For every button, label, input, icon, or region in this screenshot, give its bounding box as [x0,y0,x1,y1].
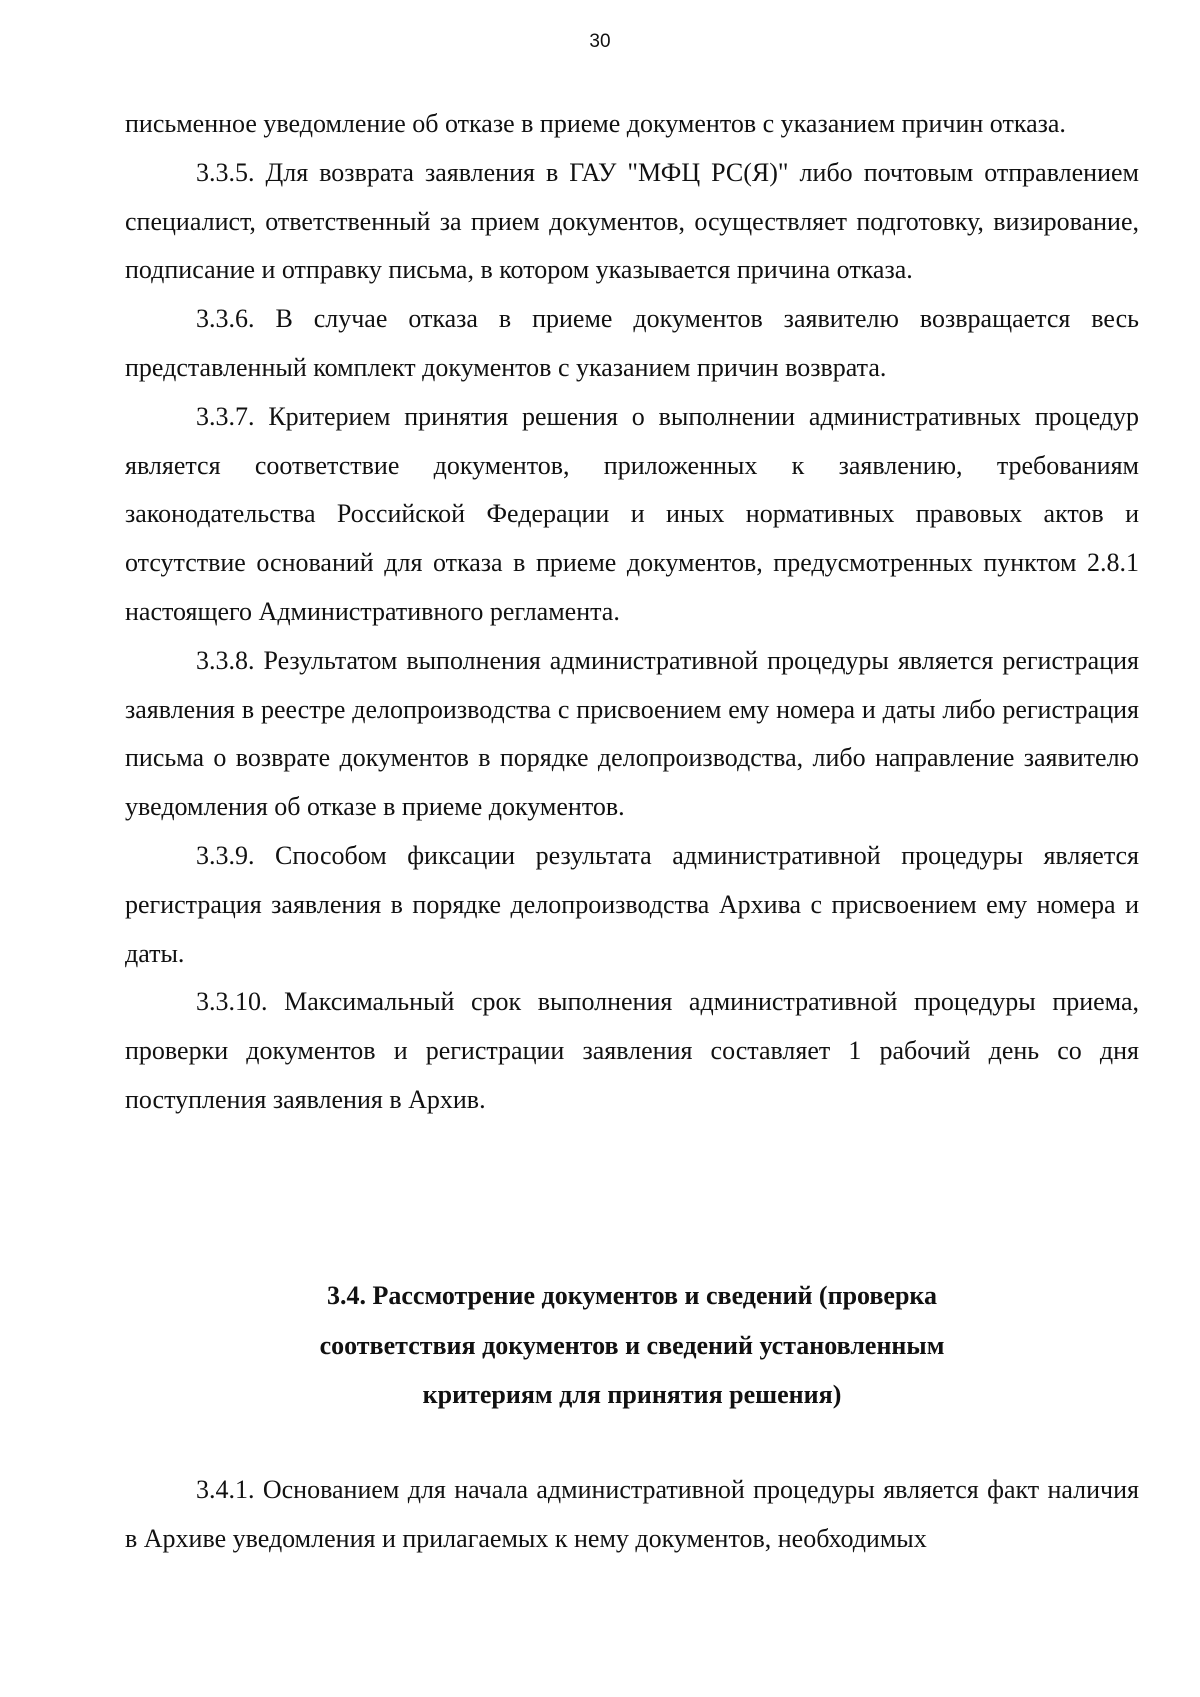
paragraph-3-4-1: 3.4.1. Основанием для начала административной процедуры является факт наличия в Архиве уведомления и прилагаемых к нему документов, необходимых [125,1475,1139,1553]
paragraph-3-3-10: 3.3.10. Максимальный срок выполнения административной процедуры приема, проверки документов и регистрации заявления составляет 1 рабочий день со дня поступления заявления в Архив. [125,987,1139,1114]
body-text-upper [125,100,1139,1125]
page-number: 30 [589,31,611,52]
section-heading-line: соответствия документов и сведений установленным [319,1330,945,1360]
paragraph-3-3-5: 3.3.5. Для возврата заявления в ГАУ "МФЦ РС(Я)" либо почтовым отправлением специалист, ответственный за прием документов, осуществляет подготовку, визирование, подписание и отправку письма, в котором указывается причина отказа. [125,157,1139,285]
paragraph-3-3-9: 3.3.9. Способом фиксации результата административной процедуры является регистрация заявления в порядке делопроизводства Архива с присвоением ему номера и даты. [125,840,1139,968]
paragraph-3-3-8: 3.3.8. Результатом выполнения административной процедуры является регистрация заявления в реестре делопроизводства с присвоением ему номера и даты либо регистрация письма о возврате документов в порядке делопроизводства, либо направление заявителю уведомления об отказе в приеме документов. [125,645,1139,822]
paragraph-refusal-notice-continuation: письменное уведомление об отказе в приеме документов с указанием причин отказа. [125,109,1066,138]
paragraph-3-3-7: 3.3.7. Критерием принятия решения о выполнении административных процедур является соответствие документов, приложенных к заявлению, требованиям законодательства Российской Федерации и иных нормативных правовых актов и отсутствие оснований для отказа в приеме документов, предусмотренных пунктом 2.8.1 настоящего Административного регламента. [125,401,1139,626]
section-heading-line: 3.4. Рассмотрение документов и сведений (проверка [326,1281,938,1310]
section-heading-line: критериям для принятия решения) [422,1380,842,1409]
body-text-lower [125,1466,1139,1564]
paragraph-3-3-6: 3.3.6. В случае отказа в приеме документов заявителю возвращается весь представленный комплект документов с указанием причин возврата. [125,304,1139,382]
section-heading-3-4 [125,1271,1139,1420]
